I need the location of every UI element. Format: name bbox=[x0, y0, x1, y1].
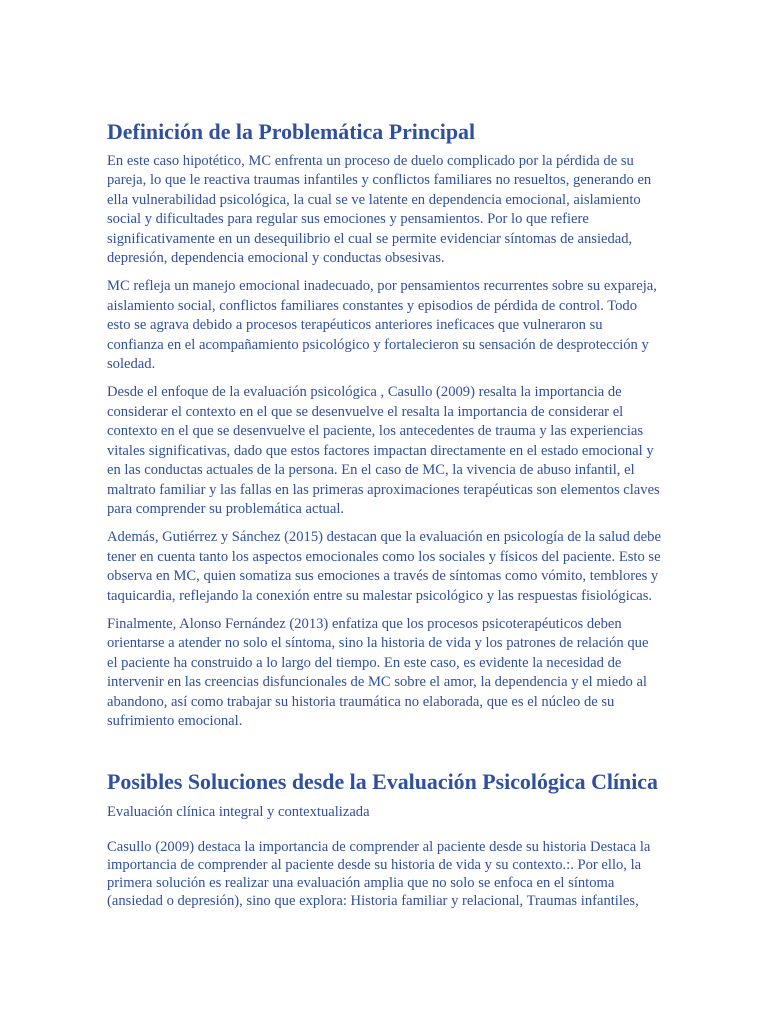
paragraph: Además, Gutiérrez y Sánchez (2015) destacan que la evaluación en psicología de la salud debe tener en cuenta tanto los aspectos emocionales como los sociales y físicos del paciente. Esto se observa en MC, quien somatiza sus emociones a través de síntomas como vómito, temblores y taquicardia, reflejando la conexión entre su malestar psicológico y las respuestas fisiológicas. bbox=[107, 529, 661, 604]
document-body bbox=[107, 118, 662, 919]
paragraph: En este caso hipotético, MC enfrenta un proceso de duelo complicado por la pérdida de su pareja, lo que le reactiva traumas infantiles y conflictos familiares no resueltos, generando en ella vulnerabilidad psicológica, la cual se ve latente en dependencia emocional, aislamiento social y dificultades para regular sus emociones y pensamientos. Por lo que refiere significativamente en un desequilibrio el cual se permite evidenciar síntomas de ansiedad, depresión, dependencia emocional y conductas obsesivas. bbox=[107, 153, 652, 267]
paragraph: MC refleja un manejo emocional inadecuado, por pensamientos recurrentes sobre su expareja, aislamiento social, conflictos familiares constantes y episodios de pérdida de control. Todo esto se agrava debido a procesos terapéuticos anteriores ineficaces que vulneraron su confianza en el acompañamiento psicológico y fortalecieron su sensación de desprotección y soledad. bbox=[107, 278, 657, 373]
section-spacer bbox=[107, 740, 662, 768]
section-heading-problematica: Definición de la Problemática Principal bbox=[107, 119, 476, 144]
subsection-heading: Evaluación clínica integral y contextualizada bbox=[107, 804, 370, 821]
paragraph: Casullo (2009) destaca la importancia de comprender al paciente desde su historia Destaca la importancia de comprender al paciente desde su historia de vida y su contexto.:. Por ello, la primera solución es realizar una evaluación amplia que no solo se enfoca en el síntoma (ansiedad o depresión), sino que explora: Historia familiar y relacional, Traumas infantiles, bbox=[107, 839, 651, 910]
paragraph: Finalmente, Alonso Fernández (2013) enfatiza que los procesos psicoterapéuticos deben orientarse a atender no solo el síntoma, sino la historia de vida y los patrones de relación que el paciente ha construido a lo largo del tiempo. En este caso, es evidente la necesidad de intervenir en las creencias disfuncionales de MC sobre el amor, la dependencia y el miedo al abandono, así como trabajar su historia traumática no elaborada, que es el núcleo de su sufrimiento emocional. bbox=[107, 615, 649, 729]
paragraph: Desde el enfoque de la evaluación psicológica , Casullo (2009) resalta la importancia de considerar el contexto en el que se desenvuelve el resalta la importancia de considerar el contexto en el que se desenvuelve el paciente, los antecedentes de trauma y las experiencias vitales significativas, dado que estos factores impactan directamente en el estado emocional y en las conductas actuales de la persona. En el caso de MC, la vivencia de abuso infantil, el maltrato familiar y las fallas en las primeras aproximaciones terapéuticas son elementos claves para comprender su problemática actual. bbox=[107, 384, 660, 517]
section-heading-soluciones: Posibles Soluciones desde la Evaluación Psicológica Clínica bbox=[107, 769, 658, 795]
